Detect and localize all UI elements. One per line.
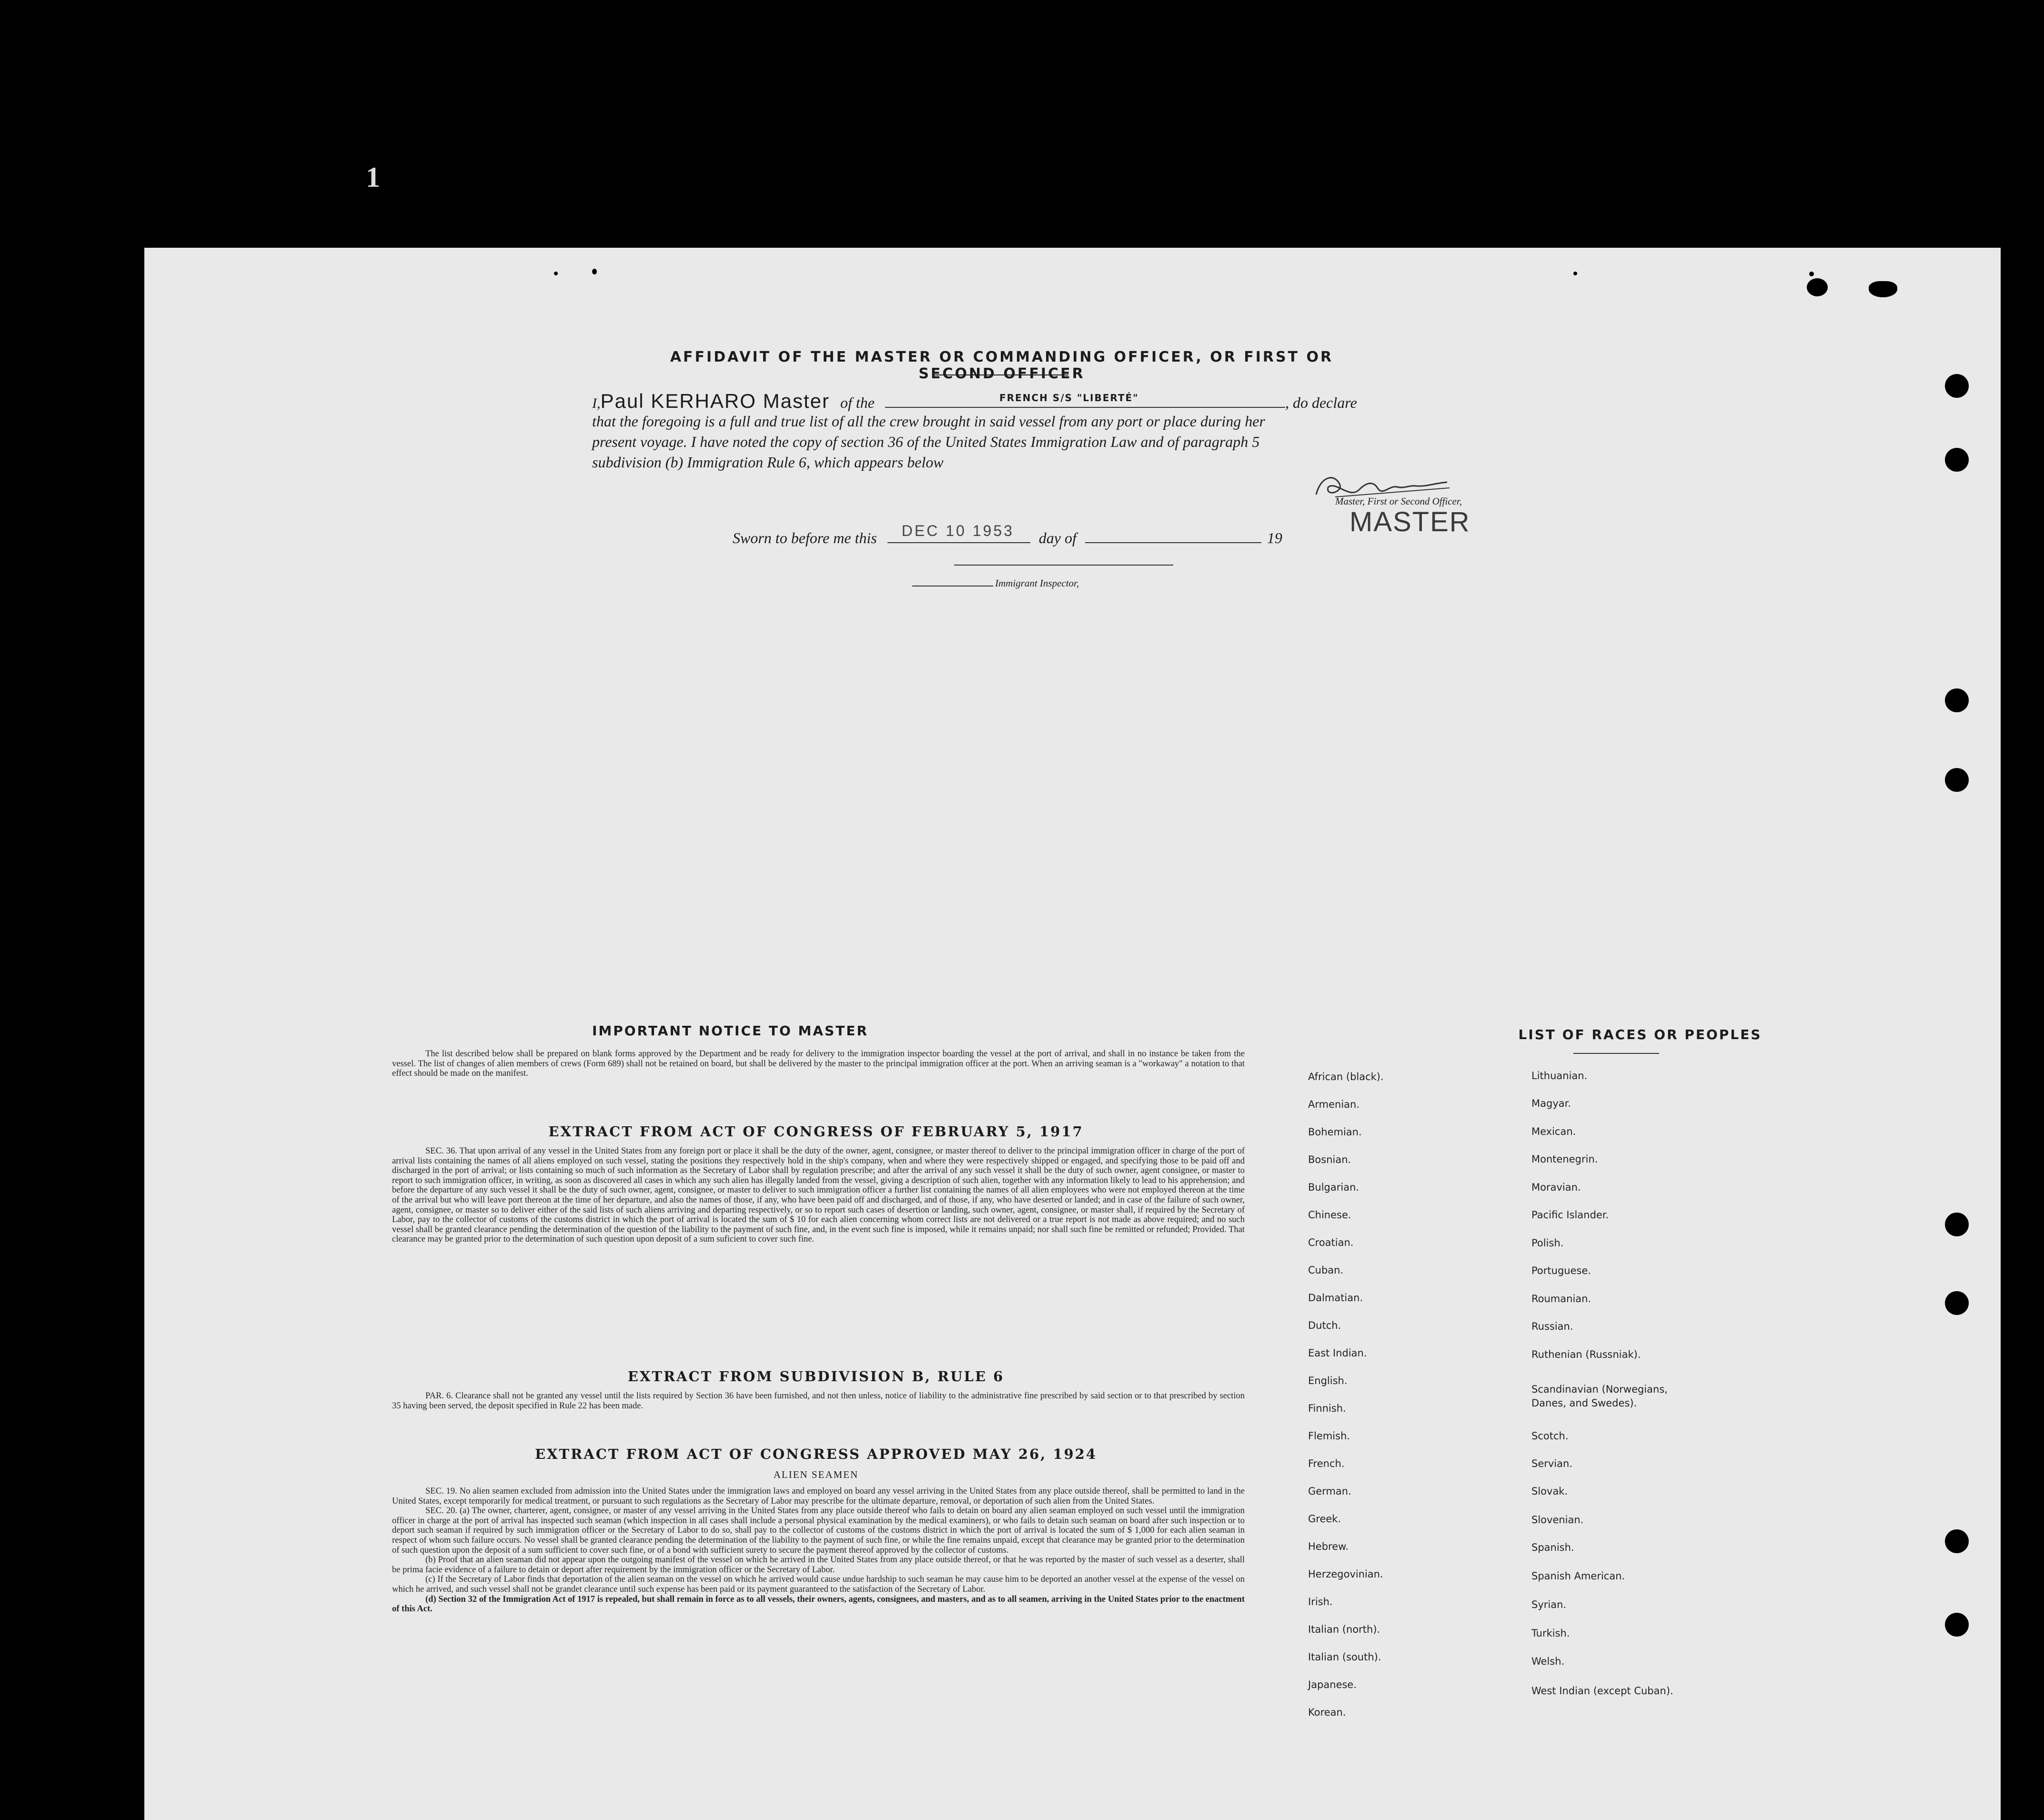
race-right: Welsh. [1531,1656,1565,1667]
race-right: Turkish. [1531,1628,1570,1639]
year-prefix: 19 [1267,529,1282,546]
race-left: Herzegovinian. [1308,1568,1383,1580]
declaration-line-4: subdivision (b) Immigration Rule 6, which appears below [592,454,944,471]
race-left: Finnish. [1308,1403,1346,1414]
declaration-line-2: that the foregoing is a full and true list of all the crew brought in said vessel from any port or place during her [592,413,1265,430]
race-left: German. [1308,1486,1351,1497]
punch-hole [1945,1529,1969,1553]
race-right: Scotch. [1531,1430,1569,1442]
race-right: Polish. [1531,1237,1564,1249]
speck [1809,272,1814,276]
race-right: Mexican. [1531,1126,1576,1137]
day-of-text: day of [1038,529,1077,546]
sec-20b-paragraph: (b) Proof that an alien seaman did not appear upon the outgoing manifest of the vessel on which he arrived in the United States from any place outside thereof, or that he was reported by the master of such vessel as a deserter, shall be prima facie evidence of a failure to detain or deport after requirement by the immigration officer or the Secretary of Labor. [392,1555,1245,1575]
race-left: Dutch. [1308,1320,1341,1331]
punch-hole [1945,768,1969,792]
race-left: Armenian. [1308,1099,1360,1110]
sworn-text: Sworn to before me this [733,529,877,546]
race-left: Italian (south). [1308,1651,1381,1663]
sec-19-paragraph: SEC. 19. No alien seamen excluded from admission into the United States under the immigration laws and employed on board any vessel arriving in the United States from any place outside thereof, shall be permitted to land in the United States, except temporarily for medical treatment, or pursuant to such regulations as the Secretary of Labor may prescribe for the ultimate departure, removal, or deportation of such alien from the United States. [392,1486,1245,1506]
extract-rule6-title: EXTRACT FROM SUBDIVISION B, RULE 6 [627,1368,1005,1385]
date-field [887,522,1030,543]
race-right: Roumanian. [1531,1293,1591,1304]
race-right: Slovak. [1531,1486,1568,1497]
punch-hole [1945,374,1969,398]
race-right: Spanish American. [1531,1570,1625,1582]
month-field [1085,542,1261,543]
extract-1917-body [392,1146,1245,1244]
declaration [592,391,1640,473]
vessel-field [885,393,1285,408]
sec-20a-paragraph: SEC. 20. (a) The owner, charterer, agent, consignee, or master of any vessel arriving in the United States from any place outside thereof who fails to detain on board any alien seaman employed on such vessel until the immigration officer in charge at the port of arrival has inspected such seaman (which inspection in all cases shall include a personal physical examination by the medical examiners), or who fails to detain such seaman on board after such inspection or to deport such seaman if required by such immigration officer or the Secretary of Labor to do so, shall pay to the collector of customs of the customs district in which the port of arrival is located the sum of $ 1,000 for each alien seaman in respect of whom such failure occurs. No vessel shall be granted clearance pending the determination of the liability to the payment of such fine, or while the fine remains unpaid, except that clearance may be granted prior to the determination of such question upon the deposit of a sum sufficient to cover such fine, or of a bond with sufficient surety to secure the payment thereof approved by the collector of customs. [392,1506,1245,1555]
declarant-prefix: I, [592,395,601,411]
signature-caption: Master, First or Second Officer, [1335,495,1462,507]
race-right: Montenegrin. [1531,1153,1598,1165]
notice-body [392,1049,1245,1079]
races-title: LIST OF RACES OR PEOPLES [1518,1027,1762,1042]
race-right: Servian. [1531,1458,1572,1469]
race-right: Lithuanian. [1531,1070,1588,1082]
race-right: Portuguese. [1531,1265,1591,1276]
extract-1924-body [392,1486,1245,1614]
extract-1917-title: EXTRACT FROM ACT OF CONGRESS OF FEBRUARY 5, 1917 [548,1123,1084,1140]
inspector-line [912,577,1079,589]
punch-hole [1945,448,1969,472]
extract-rule6-paragraph: PAR. 6. Clearance shall not be granted any vessel until the lists required by Section 36 have been furnished, and not then unless, notice of liability to the administrative fine prescribed by said section or to that prescribed by section 35 having been served, the deposit specified in Rule 22 has been made. [392,1391,1245,1411]
of-the-text: of the [840,394,875,411]
punch-hole [1945,688,1969,712]
declarant-name: Paul KERHARO Master [600,390,830,412]
race-left: Bohemian. [1308,1126,1362,1138]
frame-number: 1 [366,162,380,193]
race-left: Greek. [1308,1513,1341,1525]
sec-20d-paragraph: (d) Section 32 of the Immigration Act of 1917 is repealed, but shall remain in force as to all vessels, their owners, agents, consignees, and masters, and as to all seamen, arriving in the United States prior to the enactment of this Act. [392,1594,1245,1614]
extract-1917-paragraph: SEC. 36. That upon arrival of any vessel in the United States from any foreign port or place it shall be the duty of the owner, agent, consignee, or master thereof to deliver to the principal immigration officer in charge of the port of arrival lists containing the names of all aliens employed on such vessel, stating the positions they respectively hold in the ship's company, when and where they were respectively shipped or engaged, and specifying those to be paid off and discharged in the port of arrival; or lists containing so much of such information as the Secretary of Labor shall by regulation prescribe; and after the arrival of any such vessel it shall be the duty of such owner, agent consignee, or master to report to such immigration officer, in writing, as soon as discovered all cases in which any such alien has illegally landed from the vessel, giving a description of such alien, together with any information likely to lead to his apprehension; and before the departure of any such vessel it shall be the duty of such owner, agent, consignee, or master to deliver to such immigration officer a further list containing the names of all alien employees who were not employed thereon at the time of the arrival but who will leave port thereon at the time of her departure, and also the names of those, if any, who have been paid off and discharged, and of those, if any, who have deserted or landed; and in case of the failure of such owner, agent, consignee, or master so to deliver either of the said lists of such aliens arriving and departing respectively, or so to report such cases of desertion or landing, such owner, agent, consignee, or master shall, if required by the Secretary of Labor, pay to the collector of customs of the customs district in which the port of arrival is located the sum of $ 10 for each alien concerning whom correct lists are not delivered or a true report is not made as above required; and no such vessel shall be granted clearance pending the determination of the question of the liability to the payment of such fine, and, in the event such fine is imposed, while it remains unpaid; nor shall such fine be remitted or refunded; Provided. That clearance may be granted prior to the determination of such question upon deposit of a sum suficient to cover such fine. [392,1146,1245,1244]
speck [592,269,597,274]
race-right: Russian. [1531,1321,1573,1332]
race-left: Hebrew. [1308,1541,1349,1552]
race-left: African (black). [1308,1071,1384,1082]
races-title-rule [1573,1053,1659,1054]
race-right: Pacific Islander. [1531,1209,1609,1221]
affidavit-title: AFFIDAVIT OF THE MASTER OR COMMANDING OFFICER, OR FIRST OR SECOND OFFICER [670,349,1334,382]
race-right: Magyar. [1531,1098,1571,1109]
race-right: Syrian. [1531,1599,1567,1610]
race-right: Slovenian. [1531,1514,1584,1526]
sworn-line [733,522,1282,547]
race-left: Bulgarian. [1308,1182,1359,1193]
punch-hole [1945,1291,1969,1315]
extract-1924-subtitle: ALIEN SEAMEN [773,1469,859,1480]
race-left: Dalmatian. [1308,1292,1363,1304]
race-left: Cuban. [1308,1264,1344,1276]
race-right: Ruthenian (Russniak). [1531,1349,1641,1360]
inspector-caption: Immigrant Inspector, [995,577,1079,589]
race-right: Moravian. [1531,1182,1581,1193]
race-right: West Indian (except Cuban). [1531,1685,1673,1697]
punch-hole [1945,1213,1969,1236]
race-left: Croatian. [1308,1237,1354,1248]
race-left: Japanese. [1308,1679,1357,1690]
title-rule [935,374,1068,375]
notice-paragraph: The list described below shall be prepared on blank forms approved by the Department and be ready for delivery to the immigration inspector boarding the vessel at the port of arrival, and shall in no instance be taken from the vessel. The list of changes of alien members of crews (Form 689) shall not be retained on board, but shall be delivered by the master to the principal immigration officer at the port. When an arriving seaman is a "workaway" a notation to that effect should be made on the manifest. [392,1049,1245,1079]
race-right: Scandinavian (Norwegians, Danes, and Swedes). [1531,1384,1668,1409]
master-stamp: MASTER [1349,506,1470,537]
race-left: Irish. [1308,1596,1333,1608]
race-left: East Indian. [1308,1347,1367,1359]
document-sheet [144,248,2001,1820]
do-declare-text: , do declare [1285,394,1357,411]
declaration-line-3: present voyage. I have noted the copy of section 36 of the United States Immigration Law and of paragraph 5 [592,433,1260,450]
speck [554,272,558,275]
race-right: Spanish. [1531,1542,1574,1553]
inspector-signature-line [954,565,1173,566]
extract-1924-title: EXTRACT FROM ACT OF CONGRESS APPROVED MAY 26, 1924 [534,1446,1098,1462]
speck [1807,278,1828,296]
race-left: Italian (north). [1308,1624,1380,1635]
sec-20c-paragraph: (c) If the Secretary of Labor finds that deportation of the alien seaman on the vessel on which he arrived would cause undue hardship to such seaman he may cause him to be deported an another vessel at the expense of the vessel on which he arrived, and such vessel shall not be grandet clearance until such expense has been paid or its payment guaranteed to the satisfaction of the Secretary of Labor. [392,1575,1245,1594]
notice-title: IMPORTANT NOTICE TO MASTER [592,1023,869,1039]
race-left: English. [1308,1375,1348,1386]
race-left: Korean. [1308,1707,1346,1718]
speck [1573,272,1577,275]
race-left: Bosnian. [1308,1154,1351,1165]
race-left: French. [1308,1458,1345,1469]
extract-rule6-body [392,1391,1245,1411]
vessel-name: FRENCH S/S "LIBERTÉ" [999,392,1139,404]
race-left: Flemish. [1308,1430,1350,1442]
race-left: Chinese. [1308,1209,1351,1221]
date-stamp: DEC 10 1953 [901,522,1014,539]
speck [1869,281,1897,297]
punch-hole [1945,1613,1969,1637]
